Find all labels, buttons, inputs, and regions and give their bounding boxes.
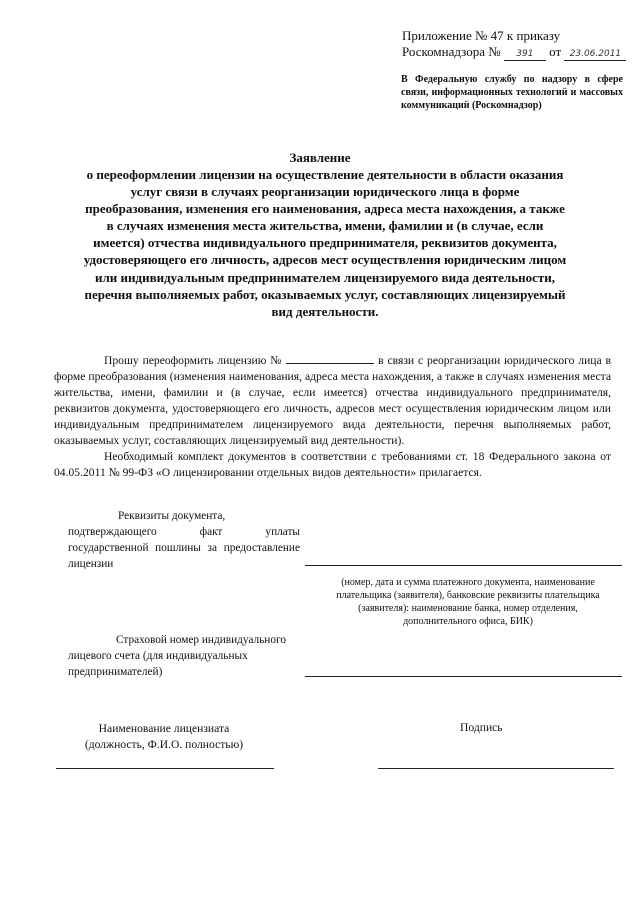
license-number-blank[interactable] [286, 352, 374, 364]
order-date: 23.06.2011 [564, 48, 626, 61]
fee-document-hint: (номер, дата и сумма платежного документа, наименование плательщика (заявителя), банковские реквизиты плательщика (заявителя): наименование банка, номер отделения, дополнительного офиса, БИК) [336, 577, 600, 627]
attachments-paragraph: Необходимый комплект документов в соответствии с требованиями ст. 18 Федерального закона от 04.05.2011 № 99-ФЗ «О лицензировании отдельных видов деятельности» прилагается. [54, 450, 611, 479]
appendix-line1: Приложение № 47 к приказу [402, 28, 561, 43]
order-number: 391 [504, 48, 546, 61]
insurance-label-rest: лицевого счета (для индивидуальных предпринимателей) [68, 650, 248, 678]
licensee-name-label [54, 721, 274, 753]
licensee-name-line[interactable] [56, 768, 274, 769]
recipient-block: В Федеральную службу по надзору в сфере связи, информационных технологий и массовых коммуникаций (Роскомнадзор) [401, 74, 623, 111]
application-body [54, 352, 611, 481]
licensee-label-line2: (должность, Ф.И.О. полностью) [84, 738, 244, 751]
appendix-header [402, 28, 626, 61]
fee-label-rest: подтверждающего факт уплаты государственной пошлины за предоставление лицензии [68, 526, 300, 570]
request-paragraph [54, 352, 611, 449]
signature-label: Подпись [460, 721, 503, 734]
signature-line[interactable] [378, 768, 614, 769]
insurance-number-line[interactable] [305, 676, 622, 677]
document-subtitle: о переоформлении лицензии на осуществление деятельности в области оказания услуг связи в случаях реорганизации юридического лица в форме преобразования, изменения его наименования, адреса места нахождения, а также в случаях изменения места жительства, имени, фамилии и (в случае, если имеется) отчества индивидуального предпринимателя, реквизитов документа, удостоверяющего его личность, адресов мест осуществления юридическим лицом или индивидуальным предпринимателем лицензируемого вида деятельности, перечня выполняемых работ, оказываемых услуг, составляющих лицензируемый вид деятельности. [83, 167, 567, 319]
insurance-label-first: Страховой номер индивидуального [116, 634, 286, 646]
appendix-order-prefix: Роскомнадзора № [402, 44, 501, 59]
insurance-number-label [68, 632, 308, 680]
fee-label-first: Реквизиты документа, [118, 510, 226, 522]
licensee-label-line1: Наименование лицензиата [98, 722, 230, 735]
request-text-rest: в связи с реорганизации юридического лица в форме преобразования (изменения наименования, адреса места нахождения, а также в случаях изменения места жительства, имени, фамилии и (в случае, если имеется) отчества индивидуального предпринимателя, реквизитов документа, удостоверяющего его личность, адресов мест осуществления юридическим лицом или индивидуальным предпринимателем лицензируемого вида деятельности, перечня выполняемых работ, оказываемых услуг, составляющих лицензируемый вид деятельности). [54, 354, 612, 447]
fee-document-label [68, 508, 300, 572]
appendix-line2 [402, 44, 626, 61]
document-title: Заявление [289, 150, 351, 165]
appendix-date-prefix: от [549, 44, 562, 59]
request-text-start: Прошу переоформить лицензию № [104, 354, 283, 367]
fee-document-line[interactable] [305, 565, 622, 566]
